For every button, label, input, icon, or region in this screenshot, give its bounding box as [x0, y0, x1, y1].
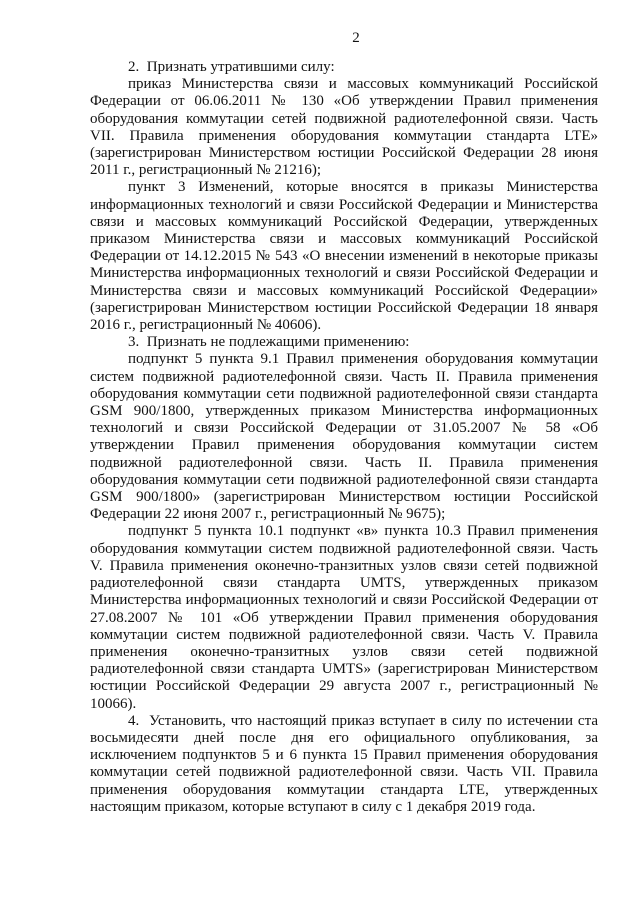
paragraph-gsm-rules: подпункт 5 пункта 9.1 Правил применения оборудования коммутации систем подвижной радиотелефонной связи. Часть II. Правила применения оборудования коммутации сети подвижной радиотелефонной связи стандарта GSM 900/1800, утвержденных приказом Министерства информационных технологий и связи Российской Федерации от 31.05.2007 № 58 «Об утверждении Правил применения оборудования коммутации систем подвижной радиотелефонной связи. Часть II. Правила применения оборудования коммутации сети подвижной радиотелефонной связи стандарта GSM 900/1800» (зарегистрирован Министерством юстиции Российской Федерации 22 июня 2007 г., регистрационный № 9675);	[90, 351, 598, 523]
section-4-effective-date: 4. Установить, что настоящий приказ вступает в силу по истечении ста восьмидесяти дней после дня его официального опубликования, за исключением подпунктов 5 и 6 пункта 15 Правил применения оборудования коммутации сетей подвижной радиотелефонной связи. Часть VII. Правила применения оборудования коммутации стандарта LTE, утвержденных настоящим приказом, которые вступают в силу с 1 декабря 2019 года.	[90, 712, 598, 815]
page-number: 2	[352, 30, 360, 46]
paragraph-order-543-item-3: пункт 3 Изменений, которые вносятся в приказы Министерства информационных технологий и связи Российской Федерации и Министерства связи и массовых коммуникаций Российской Федерации, утвержденных приказом Министерства связи и массовых коммуникаций Российской Федерации от 14.12.2015 № 543 «О внесении изменений в некоторые приказы Министерства информационных технологий и связи Российской Федерации и Министерства связи и массовых коммуникаций Российской Федерации» (зарегистрирован Министерством юстиции Российской Федерации 18 января 2016 г., регистрационный № 40606).	[90, 179, 598, 334]
paragraph-umts-rules: подпункт 5 пункта 10.1 подпункт «в» пункта 10.3 Правил применения оборудования коммутации систем подвижной радиотелефонной связи. Часть V. Правила применения оконечно-транзитных узлов связи сетей подвижной радиотелефонной связи стандарта UMTS, утвержденных приказом Министерства информационных технологий и связи Российской Федерации от 27.08.2007 № 101 «Об утверждении Правил применения оборудования коммутации систем подвижной радиотелефонной связи. Часть V. Правила применения оконечно-транзитных узлов связи сетей подвижной радиотелефонной связи стандарта UMTS» (зарегистрирован Министерством юстиции Российской Федерации 29 августа 2007 г., регистрационный № 10066).	[90, 523, 598, 712]
section-2-heading: 2. Признать утратившими силу:	[128, 59, 335, 75]
section-3-heading: 3. Признать не подлежащими применению:	[128, 334, 410, 351]
paragraph-order-130: приказ Министерства связи и массовых коммуникаций Российской Федерации от 06.06.2011 № 130 «Об утверждении Правил применения оборудования коммутации сетей подвижной радиотелефонной связи. Часть VII. Правила применения оборудования коммутации стандарта LTE» (зарегистрирован Министерством юстиции Российской Федерации 28 июня 2011 г., регистрационный № 21216);	[90, 76, 598, 179]
